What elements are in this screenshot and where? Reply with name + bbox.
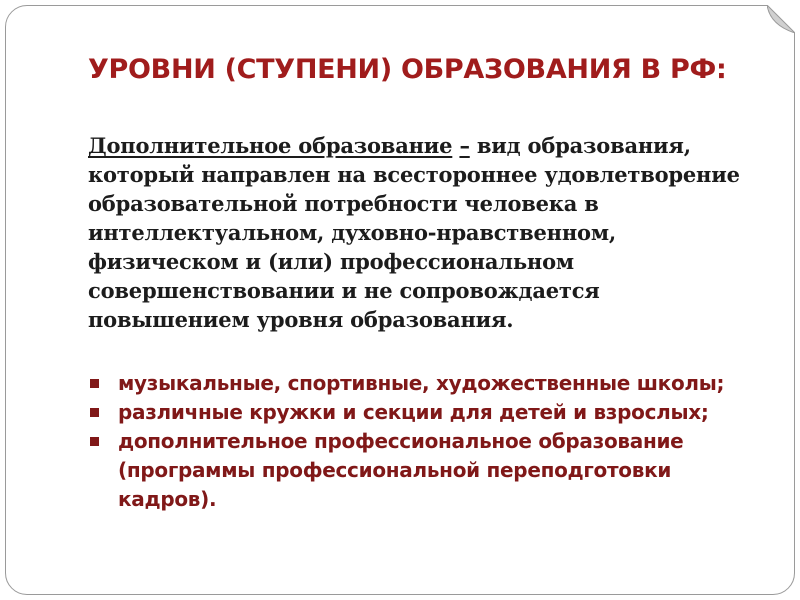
definition-text: вид образования, который направлен на всестороннее удовлетворение образовательной потребности человека в интеллектуальном, духовно-нравственном, физическом и (или) профессиональном совершенствовании и не сопровождается повышением уровня образования. <box>88 133 740 332</box>
bullet-text: дополнительное профессиональное образование (программы профессиональной переподготовки кадров). <box>118 429 684 511</box>
square-bullet-icon <box>90 379 99 388</box>
square-bullet-icon <box>90 437 99 446</box>
bullet-text: музыкальные, спортивные, художественные школы; <box>118 371 725 395</box>
page-fold-corner <box>767 5 795 33</box>
slide-title: УРОВНИ (СТУПЕНИ) ОБРАЗОВАНИЯ В РФ: <box>88 54 727 85</box>
definition-term: Дополнительное образование <box>88 133 453 158</box>
bullet-list <box>88 369 768 514</box>
bullet-text: различные кружки и секции для детей и взрослых; <box>118 400 709 424</box>
square-bullet-icon <box>90 408 99 417</box>
definition-dash: – <box>459 133 470 158</box>
list-item <box>88 398 768 427</box>
list-item <box>88 369 768 398</box>
definition-paragraph <box>88 131 768 334</box>
list-item <box>88 427 768 514</box>
